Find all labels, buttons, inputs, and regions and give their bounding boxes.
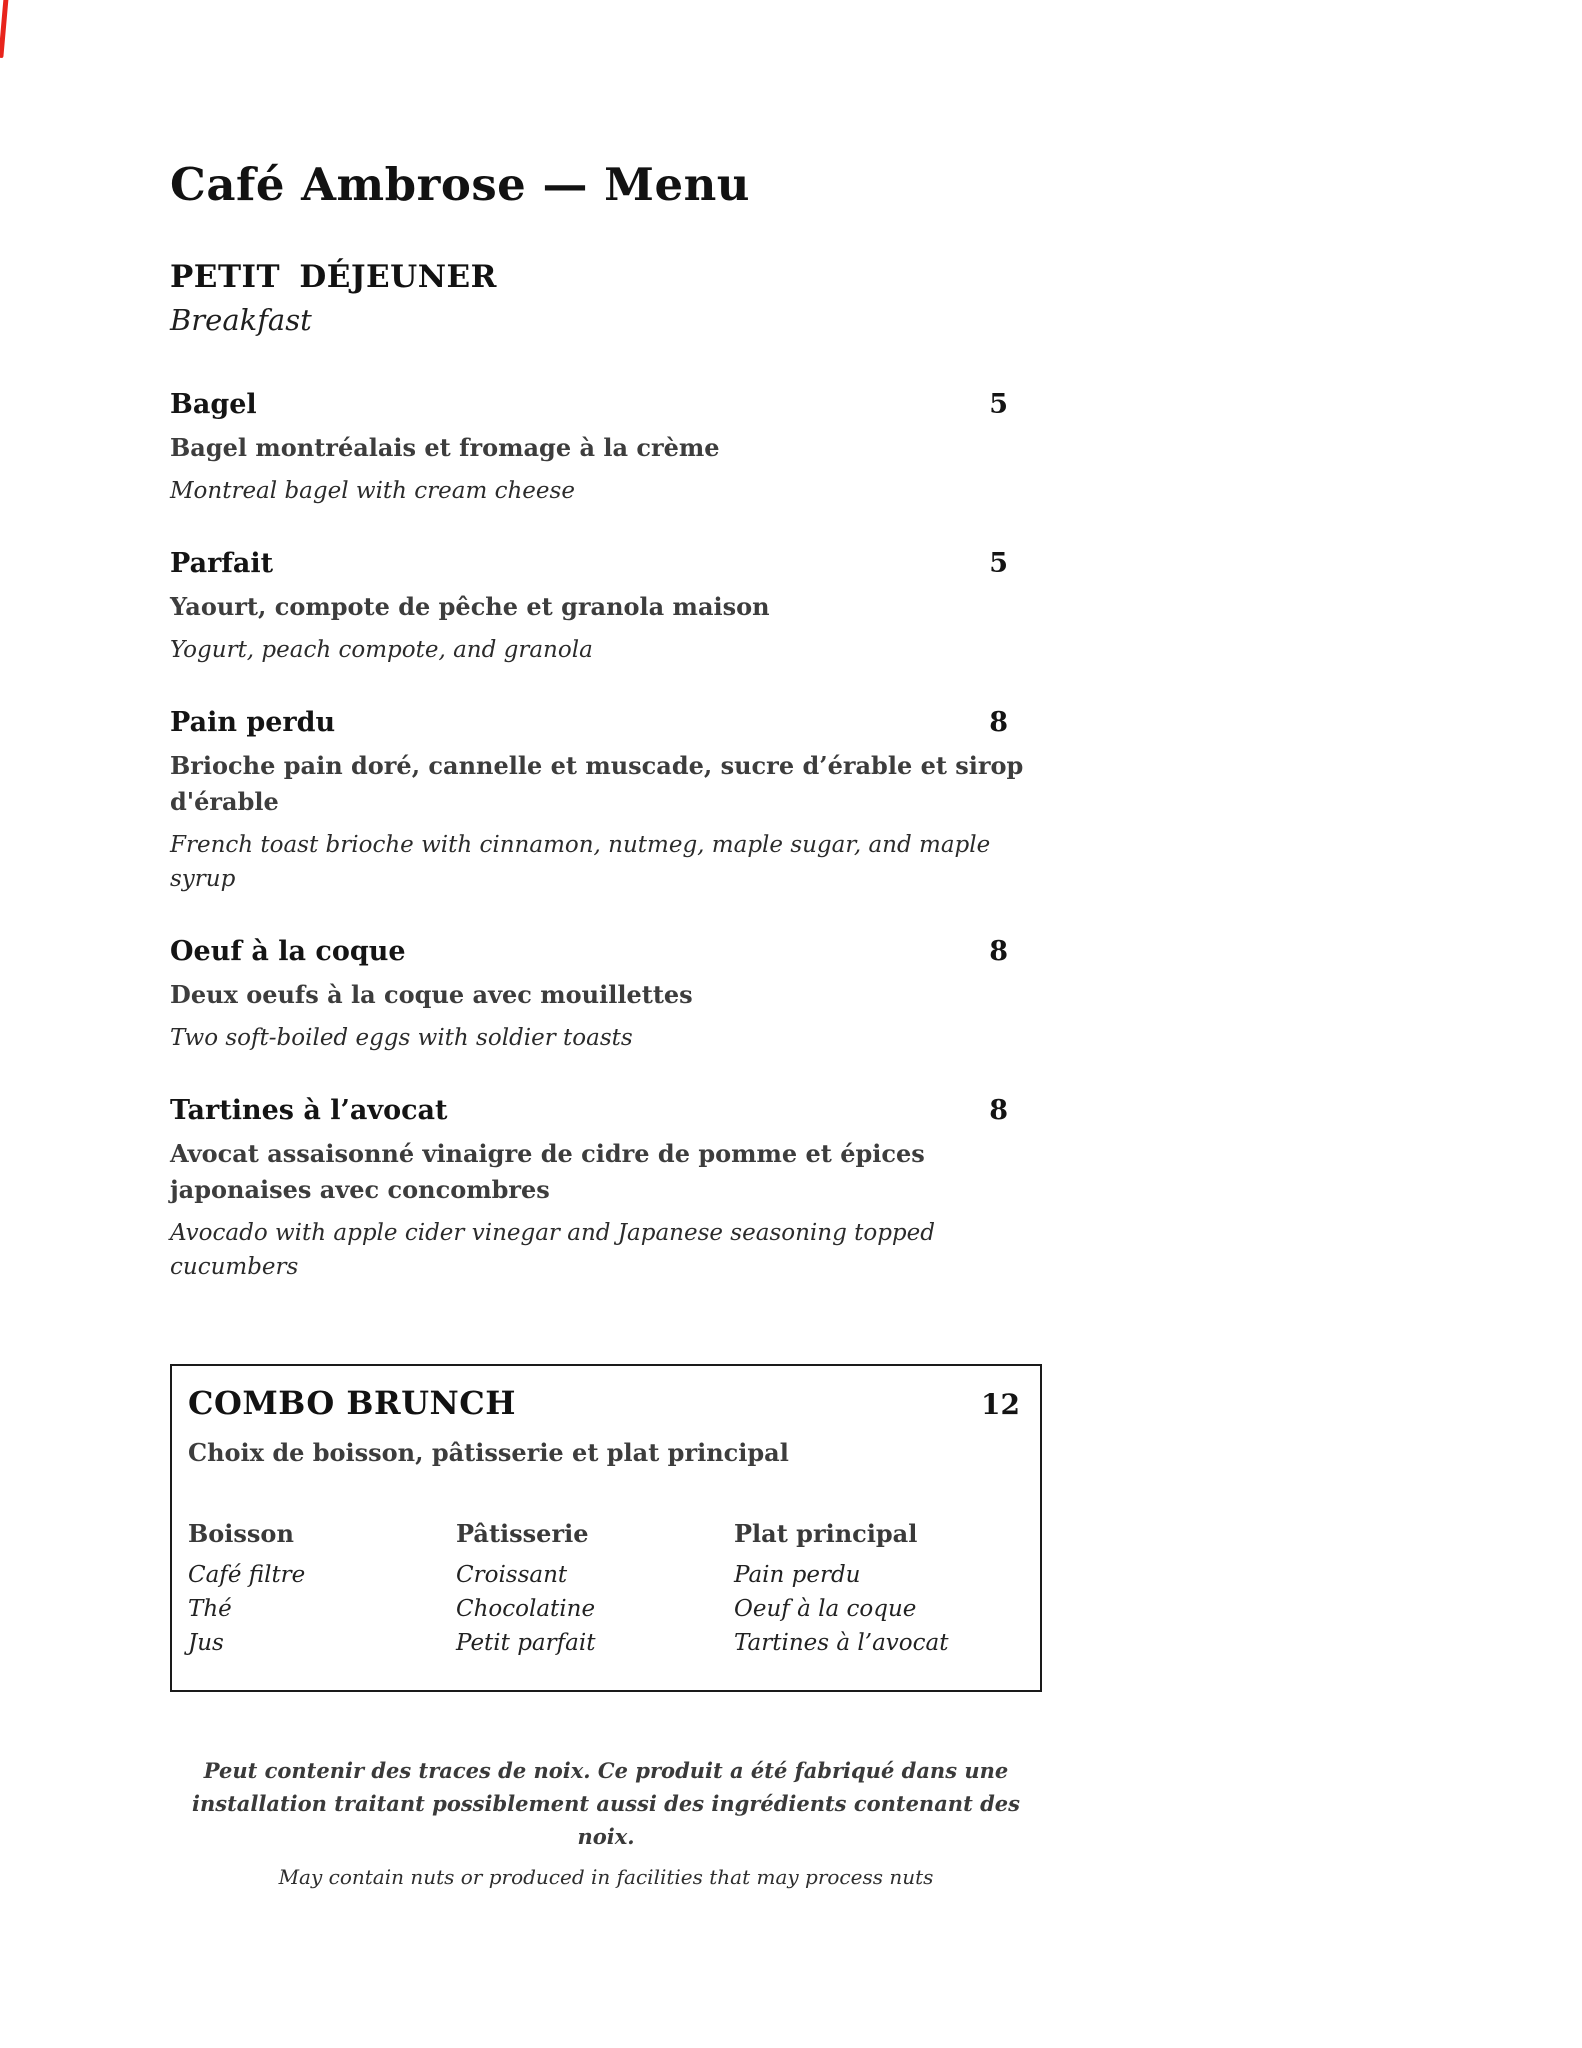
- menu-item-oeuf-a-la-coque: [170, 936, 1042, 1055]
- item-desc-en: Montreal bagel with cream cheese: [170, 478, 575, 504]
- combo-option: Chocolatine: [456, 1596, 596, 1622]
- combo-option: Jus: [188, 1630, 224, 1656]
- item-row: [170, 389, 1042, 420]
- item-desc-fr: Yaourt, compote de pêche et granola maison: [170, 592, 770, 621]
- menu-item-bagel: [170, 389, 1042, 508]
- item-name: Bagel: [170, 389, 257, 420]
- combo-option: Café filtre: [188, 1562, 306, 1588]
- item-price: 8: [989, 1095, 1008, 1126]
- item-desc-fr: Avocat assaisonné vinaigre de cidre de pomme et épices japonaises avec concombres: [170, 1139, 925, 1204]
- combo-column-boisson: [188, 1519, 456, 1660]
- combo-column-header: Boisson: [188, 1519, 294, 1548]
- combo-column-header: Pâtisserie: [456, 1519, 589, 1548]
- item-desc-en: French toast brioche with cinnamon, nutmeg, maple sugar, and maple syrup: [170, 832, 991, 892]
- menu-items: [170, 389, 1042, 1284]
- combo-column-header: Plat principal: [734, 1519, 918, 1548]
- item-name: Oeuf à la coque: [170, 936, 406, 967]
- allergen-note-fr: Peut contenir des traces de noix. Ce produit a été fabriqué dans une installation traitant possiblement aussi des ingrédients contenant des noix.: [192, 1758, 1020, 1849]
- item-row: [170, 1095, 1042, 1126]
- combo-price: 12: [981, 1388, 1020, 1421]
- page-title: Café Ambrose — Menu: [170, 158, 751, 211]
- item-name: Parfait: [170, 548, 274, 579]
- combo-subtitle: Choix de boisson, pâtisserie et plat principal: [188, 1438, 789, 1467]
- item-row: [170, 707, 1042, 738]
- red-pen-mark: [0, 0, 9, 58]
- item-price: 8: [989, 707, 1008, 738]
- item-name: Tartines à l’avocat: [170, 1095, 448, 1126]
- combo-option: Petit parfait: [456, 1630, 596, 1656]
- combo-column-patisserie: [456, 1519, 734, 1660]
- combo-option: Thé: [188, 1596, 232, 1622]
- combo-option: Tartines à l’avocat: [734, 1630, 949, 1656]
- allergen-note-en: May contain nuts or produced in facilities that may process nuts: [278, 1865, 934, 1889]
- section-title-fr: PETIT DÉJEUNER: [170, 259, 497, 295]
- section-title-en: Breakfast: [170, 303, 312, 337]
- combo-title: COMBO BRUNCH: [188, 1384, 516, 1422]
- combo-column-plat-principal: [734, 1519, 1020, 1660]
- menu-item-parfait: [170, 548, 1042, 667]
- menu-item-pain-perdu: [170, 707, 1042, 896]
- combo-option: Pain perdu: [734, 1562, 861, 1588]
- item-desc-fr: Bagel montréalais et fromage à la crème: [170, 433, 720, 462]
- item-desc-en: Two soft-boiled eggs with soldier toasts: [170, 1025, 633, 1051]
- menu-item-tartines-avocat: [170, 1095, 1042, 1284]
- item-row: [170, 936, 1042, 967]
- combo-option: Croissant: [456, 1562, 568, 1588]
- combo-brunch-box: [170, 1364, 1042, 1692]
- item-price: 5: [989, 389, 1008, 420]
- combo-head: [188, 1384, 1020, 1422]
- item-desc-en: Avocado with apple cider vinegar and Japanese seasoning topped cucumbers: [170, 1220, 935, 1280]
- combo-option: Oeuf à la coque: [734, 1596, 917, 1622]
- combo-columns: [188, 1519, 1020, 1660]
- item-price: 8: [989, 936, 1008, 967]
- item-desc-fr: Deux oeufs à la coque avec mouillettes: [170, 980, 693, 1009]
- item-desc-fr: Brioche pain doré, cannelle et muscade, sucre d’érable et sirop d'érable: [170, 751, 1024, 816]
- allergen-footer: [170, 1754, 1042, 1889]
- item-price: 5: [989, 548, 1008, 579]
- item-name: Pain perdu: [170, 707, 336, 738]
- menu-content: [170, 0, 1042, 1889]
- item-row: [170, 548, 1042, 579]
- item-desc-en: Yogurt, peach compote, and granola: [170, 637, 593, 663]
